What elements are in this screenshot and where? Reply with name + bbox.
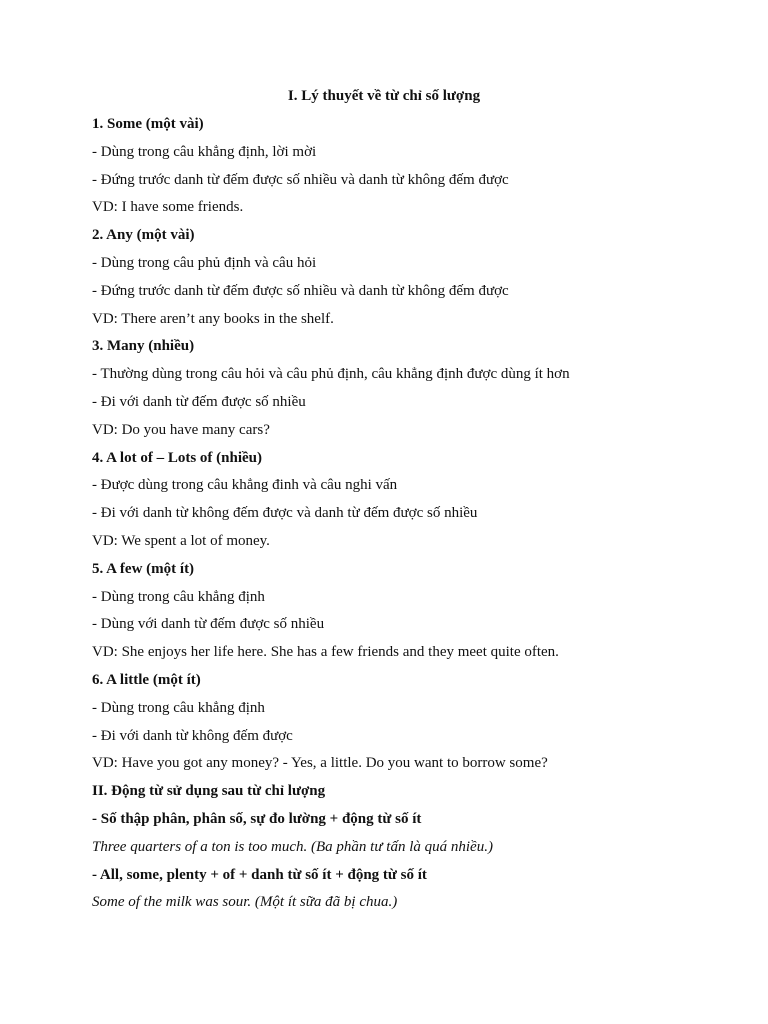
text-line: - Được dùng trong câu khẳng đinh và câu nghi vấn <box>92 477 398 494</box>
example-line: VD: Do you have many cars? <box>92 421 270 438</box>
text-line: - Dùng trong câu khẳng định, lời mời <box>92 143 317 160</box>
document-body <box>92 114 732 920</box>
document-title: I. Lý thuyết về từ chỉ số lượng <box>287 88 481 104</box>
text-line: - Thường dùng trong câu hỏi và câu phủ định, câu khẳng định được dùng ít hơn <box>92 366 570 383</box>
text-line: - Dùng trong câu phủ định và câu hỏi <box>92 254 317 271</box>
text-line: - Dùng với danh từ đếm được số nhiều <box>92 616 325 633</box>
example-line: VD: She enjoys her life here. She has a few friends and they meet quite often. <box>92 644 559 661</box>
italic-example-line: Some of the milk was sour. (Một ít sữa đã bị chua.) <box>92 894 398 911</box>
rule-line: - Số thập phân, phân số, sự đo lường + động từ số ít <box>92 810 422 827</box>
example-line: VD: There aren’t any books in the shelf. <box>92 310 334 327</box>
text-line: - Đứng trước danh từ đếm được số nhiều và danh từ không đếm được <box>92 171 509 188</box>
text-line: - Đứng trước danh từ đếm được số nhiều và danh từ không đếm được <box>92 282 509 299</box>
text-line: - Đi với danh từ không đếm được và danh từ đếm được số nhiều <box>92 505 478 522</box>
example-line: VD: We spent a lot of money. <box>92 532 270 549</box>
text-line: - Đi với danh từ đếm được số nhiều <box>92 393 306 410</box>
rule-line: - All, some, plenty + of + danh từ số ít + động từ số ít <box>92 866 427 883</box>
section-heading-verbs: II. Động từ sử dụng sau từ chỉ lượng <box>92 783 326 800</box>
text-line: - Dùng trong câu khẳng định <box>92 588 265 605</box>
section-heading-a-few: 5. A few (một ít) <box>92 560 195 577</box>
example-line: VD: I have some friends. <box>92 199 244 216</box>
text-line: - Đi với danh từ không đếm được <box>92 727 293 744</box>
section-heading-some: 1. Some (một vài) <box>92 116 204 132</box>
section-heading-a-lot-of: 4. A lot of – Lots of (nhiều) <box>92 449 263 466</box>
section-heading-a-little: 6. A little (một ít) <box>92 671 201 688</box>
example-line: VD: Have you got any money? - Yes, a little. Do you want to borrow some? <box>92 755 548 772</box>
section-heading-many: 3. Many (nhiều) <box>92 338 195 355</box>
text-line: - Dùng trong câu khẳng định <box>92 699 265 716</box>
italic-example-line: Three quarters of a ton is too much. (Ba phần tư tấn là quá nhiều.) <box>92 838 493 855</box>
section-heading-any: 2. Any (một vài) <box>92 227 195 244</box>
